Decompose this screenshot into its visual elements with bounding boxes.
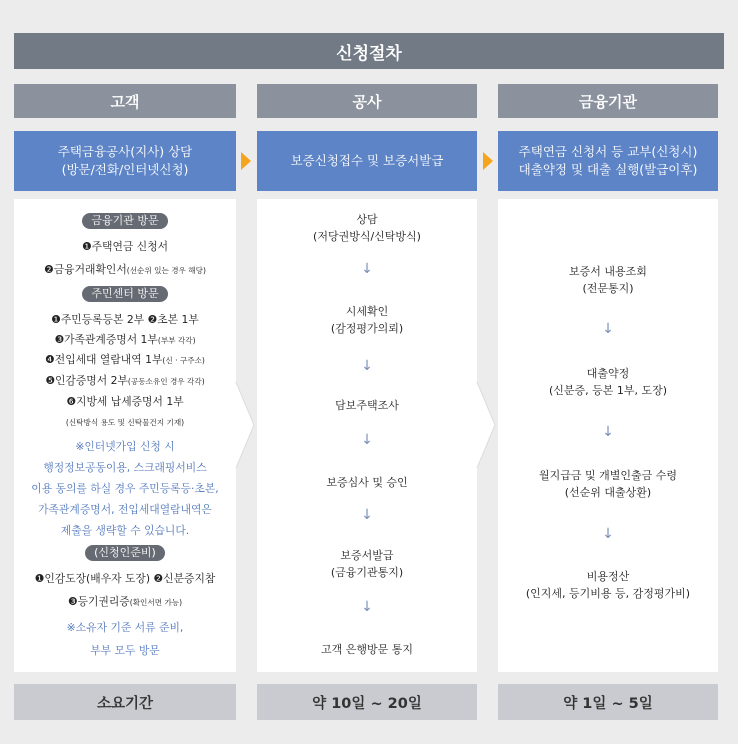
down-arrow-icon: ↓ — [602, 526, 614, 542]
step-box-corp-line-1: 보증신청접수 및 보증서발급 — [290, 153, 444, 168]
page-title: 신청절차 — [14, 33, 724, 69]
center-doc-5: ❺인감증명서 2부(공동소유인 경우 각각) — [45, 374, 205, 387]
step-box-customer — [14, 131, 236, 191]
owner-note-2: 부부 모두 방문 — [90, 644, 160, 657]
customer-panel — [14, 199, 236, 672]
column-header-customer: 고객 — [14, 84, 236, 118]
internet-note-5: 제출을 생략할 수 있습니다. — [60, 524, 190, 537]
step-box-bank — [498, 131, 718, 191]
owner-note-1: ※소유자 기준 서류 준비, — [66, 621, 184, 634]
duration-corp: 약 10일 ~ 20일 — [257, 684, 477, 720]
prep-doc-1: ❶인감도장(배우자 도장) ❷신분증지참 — [34, 572, 216, 585]
chevron-right-icon — [234, 380, 256, 470]
prep-doc-3: ❸등기권리증(확인서면 가능) — [67, 595, 183, 608]
step-box-customer-line-2: (방문/전화/인터넷신청) — [61, 162, 189, 177]
center-visit-badge: 주민센터 방문 — [82, 286, 167, 302]
bank-step-3: 월지급금 및 개별인출금 수령 (선순위 대출상환) — [538, 469, 677, 499]
corp-step-6: 고객 은행방문 통지 — [320, 643, 413, 656]
column-header-bank: 금융기관 — [498, 84, 718, 118]
internet-note-4: 가족관계증명서, 전입세대열람내역은 — [38, 503, 212, 516]
down-arrow-icon: ↓ — [361, 261, 373, 277]
down-arrow-icon: ↓ — [602, 424, 614, 440]
internet-note-3: 이용 동의를 하실 경우 주민등록등·초본, — [31, 482, 219, 495]
bank-step-4: 비용정산 (인지세, 등기비용 등, 감정평가비) — [525, 570, 691, 600]
corp-panel — [257, 199, 477, 672]
chevron-right-icon — [475, 380, 497, 470]
bank-step-1: 보증서 내용조회 (전문통지) — [569, 265, 647, 295]
internet-note-2: 행정정보공동이용, 스크래핑서비스 — [43, 461, 207, 474]
right-arrow-icon — [483, 152, 493, 170]
bank-doc-1: ❶주택연금 신청서 — [81, 240, 169, 253]
down-arrow-icon: ↓ — [361, 507, 373, 523]
bank-panel — [498, 199, 718, 672]
corp-step-2: 시세확인 (감정평가의뢰) — [330, 305, 404, 335]
down-arrow-icon: ↓ — [361, 432, 373, 448]
bank-visit-badge: 금융기관 방문 — [82, 213, 167, 229]
bank-doc-2: ❷금융거래확인서(선순위 있는 경우 해당) — [44, 263, 206, 276]
corp-step-5: 보증서발급 (금융기관통지) — [330, 549, 404, 579]
down-arrow-icon: ↓ — [361, 599, 373, 615]
center-doc-3: ❸가족관계증명서 1부(부부 각각) — [54, 333, 196, 346]
step-box-corp — [257, 131, 477, 191]
internet-note-1: ※인터넷가입 신청 시 — [75, 440, 175, 453]
center-doc-6-note: (신탁방식 용도 및 신탁물건지 기재) — [65, 418, 185, 427]
down-arrow-icon: ↓ — [361, 358, 373, 374]
column-header-corp: 공사 — [257, 84, 477, 118]
center-doc-1: ❶주민등록등본 2부 ❷초본 1부 — [51, 313, 199, 326]
prep-badge: (신청인준비) — [85, 545, 165, 561]
bank-step-2: 대출약정 (신분증, 등본 1부, 도장) — [548, 367, 668, 397]
step-box-customer-line-1: 주택금융공사(지사) 상담 — [57, 144, 193, 159]
center-doc-4: ❹전입세대 열람내역 1부(신 · 구주소) — [45, 353, 205, 366]
duration-bank: 약 1일 ~ 5일 — [498, 684, 718, 720]
corp-step-1: 상담 (저당권방식/신탁방식) — [313, 213, 421, 243]
duration-label: 소요기간 — [14, 684, 236, 720]
step-box-bank-line-2: 대출약정 및 대출 실행(발급이후) — [518, 162, 698, 177]
step-box-bank-line-1: 주택연금 신청서 등 교부(신청시) — [518, 144, 698, 159]
corp-step-4: 보증심사 및 승인 — [326, 476, 408, 489]
center-doc-6: ❻지방세 납세증명서 1부 — [66, 395, 184, 408]
corp-step-3: 담보주택조사 — [335, 399, 399, 412]
down-arrow-icon: ↓ — [602, 321, 614, 337]
right-arrow-icon — [241, 152, 251, 170]
